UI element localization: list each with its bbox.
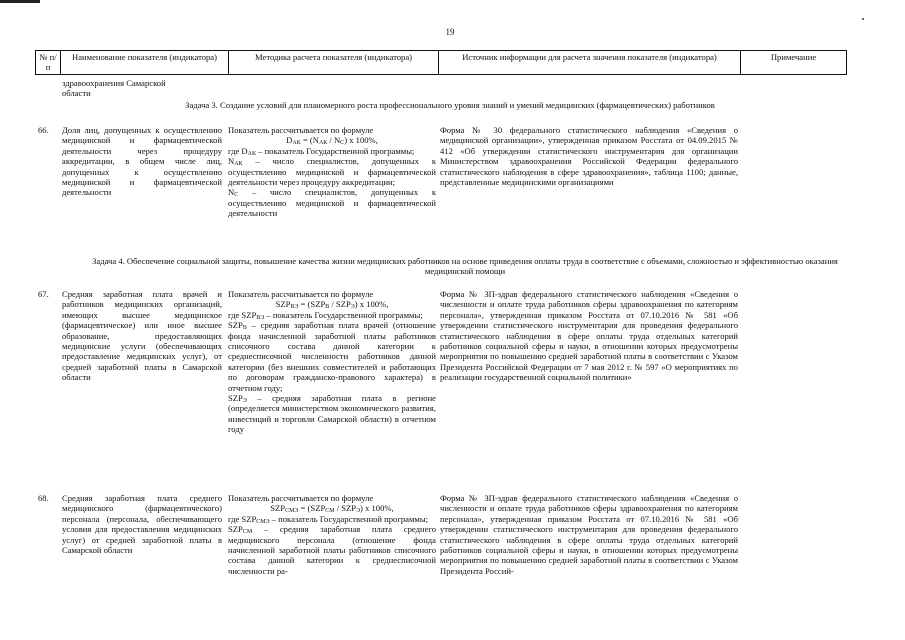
header-note: Примечание: [770, 52, 817, 62]
row-67-source: Форма № ЗП-здрав федерального статистического наблюдения «Сведения о численности и оплате труда работников сферы здравоохранения по категориям персонала», утвержденная приказом Росстата от 07.10.2016 № 581 «Об утверждении статистического инструментария для проведения федерального статистического наблюдения в сфере оплаты труда отдельных категорий работников социальной сферы и науки, в отношении которых предусмотрены мероприятия по повышению средней заработной платы в соответствии с Указом Президента Российской Федерации от 7 мая 2012 г. № 597 «О мероприятиях по реализации государственной социальной политики»: [440, 289, 738, 383]
table-header: [35, 50, 847, 75]
row-66-method-line-2: $N_{АК}$ – число специалистов, допущенных к осуществлению медицинской и фармацевтической деятельности через процедуру аккредитации;: [228, 156, 436, 188]
row-67-method-intro: Показатель рассчитывается по формуле: [228, 289, 374, 299]
row-68-source: Форма № ЗП-здрав федерального статистического наблюдения «Сведения о численности и оплате труда работников сферы здравоохранения по категориям персонала», утвержденная приказом Росстата от 07.10.2016 № 581 «Об утверждении статистического инструментария для проведения федерального статистического наблюдения в сфере оплаты труда отдельных категорий работников социальной сферы и науки, в отношении которых предусмотрены мероприятия по повышению средней заработной платы в соответствии с Указом Президента Россий-: [440, 493, 738, 576]
row-66-method-line-1: где $D_{АК}$ – показатель Государственной программы;: [228, 145, 415, 157]
row-68-method: [228, 493, 436, 576]
task-4-heading: Задача 4. Обеспечение социальной защиты, повышение качества жизни медицинских работников на основе приведения оплаты труда в соответствие с объемами, сложностью и эффективностью оказания медицинской помощи: [92, 256, 838, 277]
scan-speck: [862, 18, 864, 20]
row-68-method-intro: Показатель рассчитывается по формуле: [228, 493, 374, 503]
row-68-method-line-2: $SZP_{СМ}$ – средняя заработная плата среднего медицинского персонала (отношение фонда начисленной заработной платы работников списочного состава данной категории к среднесписочной численности ра-: [228, 524, 436, 576]
header-name: Наименование показателя (индикатора): [61, 51, 229, 74]
row-66-number: 66.: [38, 125, 49, 135]
row-66-method: [228, 125, 436, 219]
header-method: Методика расчета показателя (индикатора): [229, 51, 439, 74]
row-66-source: Форма № 30 федерального статистического наблюдения «Сведения о медицинской организации», утвержденная приказом Росстата от 04.09.2015 № 412 «Об утверждении статистического инструментария для организации Министерством здравоохранения Российской Федерации федерального статистического наблюдения в сфере здравоохранения», таблица 1100; данные, представленные медицинскими организациями: [440, 125, 738, 188]
row-66-method-intro: Показатель рассчитывается по формуле: [228, 125, 374, 135]
row-68-formula: $SZP_{СМЭ} = (SZP_{СМ} / SZP_Э)$ х 100%,: [270, 503, 394, 515]
header-source: Источник информации для расчета значения показателя (индикатора): [439, 51, 741, 74]
row-68-method-line-1: где $SZP_{СМЭ}$ – показатель Государственной программы;: [228, 513, 428, 525]
row-67-method-line-2: $SZP_В$ – средняя заработная плата врачей (отношение фонда начисленной заработной платы работников списочного состава данной категории к среднесписочной численности работников данной категории (без внешних совместителей и работающих по договорам гражданско-правового характера) в отчетном году;: [228, 320, 436, 393]
row-67-number: 67.: [38, 289, 49, 299]
row-67-method: [228, 289, 436, 435]
task-3-heading: Задача 3. Создание условий для планомерного роста профессионального уровня знаний и умений медицинских (фармацевтических) работников: [185, 100, 715, 110]
page-number: 19: [445, 27, 455, 37]
row-67-method-line-3: $SZP_Э$ – средняя заработная плата в регионе (определяется министерством экономического развития, инвестиций и торговли Самарской области) в отчетном году: [228, 393, 436, 435]
scan-corner-mark: [0, 0, 40, 3]
row-68-number: 68.: [38, 493, 49, 503]
carry-over-text: здравоохранения Самарской области: [62, 78, 166, 99]
row-68-name: Средняя заработная плата среднего медицинского (фармацевтического) персонала (персонала, обеспечивающего условия для предоставления медицинских услуг) от средней заработной платы в Самарской области: [62, 493, 222, 556]
row-66-formula: $D_{АК} = (N_{АК} / N_С)$ х 100%,: [286, 135, 378, 147]
header-no: № п/п: [36, 51, 61, 74]
row-67-formula: $SZP_{ВЭ} = (SZP_В / SZP_Э)$ х 100%,: [275, 299, 389, 311]
row-66-name: Доля лиц, допущенных к осуществлению медицинской и фармацевтической деятельности через процедуру аккредитации, в общем числе лиц, допущенных к осуществлению медицинской и фармацевтической деятельности: [62, 125, 222, 198]
row-66-method-line-3: $N_С$ – число специалистов, допущенных к осуществлению медицинской и фармацевтической деятельности: [228, 187, 436, 219]
row-67-method-line-1: где $SZP_{ВЭ}$ – показатель Государственной программы;: [228, 309, 423, 321]
row-67-name: Средняя заработная плата врачей и работников медицинских организаций, имеющих высшее медицинское (фармацевтическое) или иное высшее образование, предоставляющих медицинские услуги (обеспечивающих предоставление медицинских услуг), от средней заработной платы в Самарской области: [62, 289, 222, 383]
